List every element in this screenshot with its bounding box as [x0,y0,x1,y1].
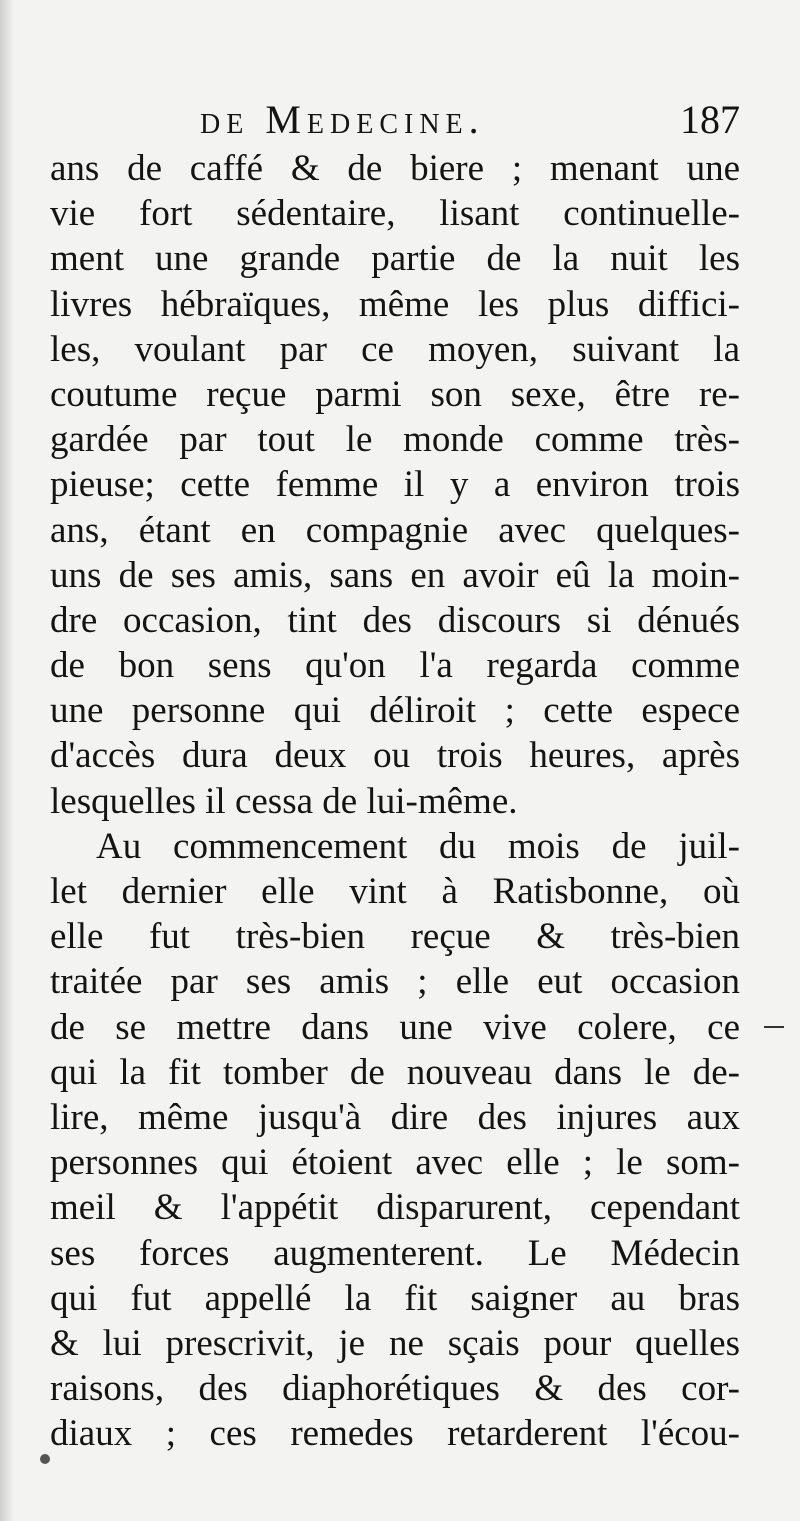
text-line: diaux ; ces remedes retarderent l'écou- [50,1413,740,1455]
text-line: meil & l'appétit disparurent, cependant [50,1187,740,1229]
text-line: de se mettre dans une vive colere, ce [50,1006,740,1048]
text-line: lire, même jusqu'à dire des injures aux [50,1096,740,1138]
running-head [200,96,740,148]
text-line: qui la fit tomber de nouveau dans le de- [50,1051,740,1093]
text-line: livres hébraïques, même les plus diffici- [50,283,740,325]
text-line: & lui prescrivit, je ne sçais pour quelles [50,1322,740,1364]
running-title: de Medecine. [200,97,485,142]
text-line: gardée par tout le monde comme très- [50,419,740,461]
text-line: les, voulant par ce moyen, suivant la [50,328,740,370]
text-line: de bon sens qu'on l'a regarda comme [50,645,740,687]
page-gutter-shadow [0,0,14,1521]
text-line: ans, étant en compagnie avec quelques- [50,509,740,551]
text-line: lesquelles il cessa de lui-même. [50,780,518,822]
text-line: une personne qui déliroit ; cette espece [50,690,740,732]
text-line: let dernier elle vint à Ratisbonne, où [50,871,740,912]
text-line: ses forces augmenterent. Le Médecin [50,1232,740,1274]
text-line: d'accès dura deux ou trois heures, après [50,735,740,777]
text-line: traitée par ses amis ; elle eut occasion [50,961,740,1003]
text-line: pieuse; cette femme il y a environ trois [50,464,740,506]
text-line: ment une grande partie de la nuit les [50,238,740,280]
text-line: vie fort sédentaire, lisant continuelle- [50,193,740,235]
ink-spot [40,1454,50,1464]
body-text [50,146,740,1456]
text-line: ans de caffé & de biere ; menant une [50,148,740,189]
margin-mark [764,1026,784,1028]
text-line: dre occasion, tint des discours si dénués [50,599,740,641]
text-line: Au commencement du mois de juil- [96,825,740,867]
page-number: 187 [680,97,740,142]
text-line: uns de ses amis, sans en avoir eû la moin- [50,554,740,596]
text-line: personnes qui étoient avec elle ; le som- [50,1142,740,1184]
text-line: coutume reçue parmi son sexe, être re- [50,373,740,415]
text-line: elle fut très-bien reçue & très-bien [50,916,740,958]
text-line: raisons, des diaphorétiques & des cor- [50,1368,740,1410]
text-line: qui fut appellé la fit saigner au bras [50,1277,740,1319]
